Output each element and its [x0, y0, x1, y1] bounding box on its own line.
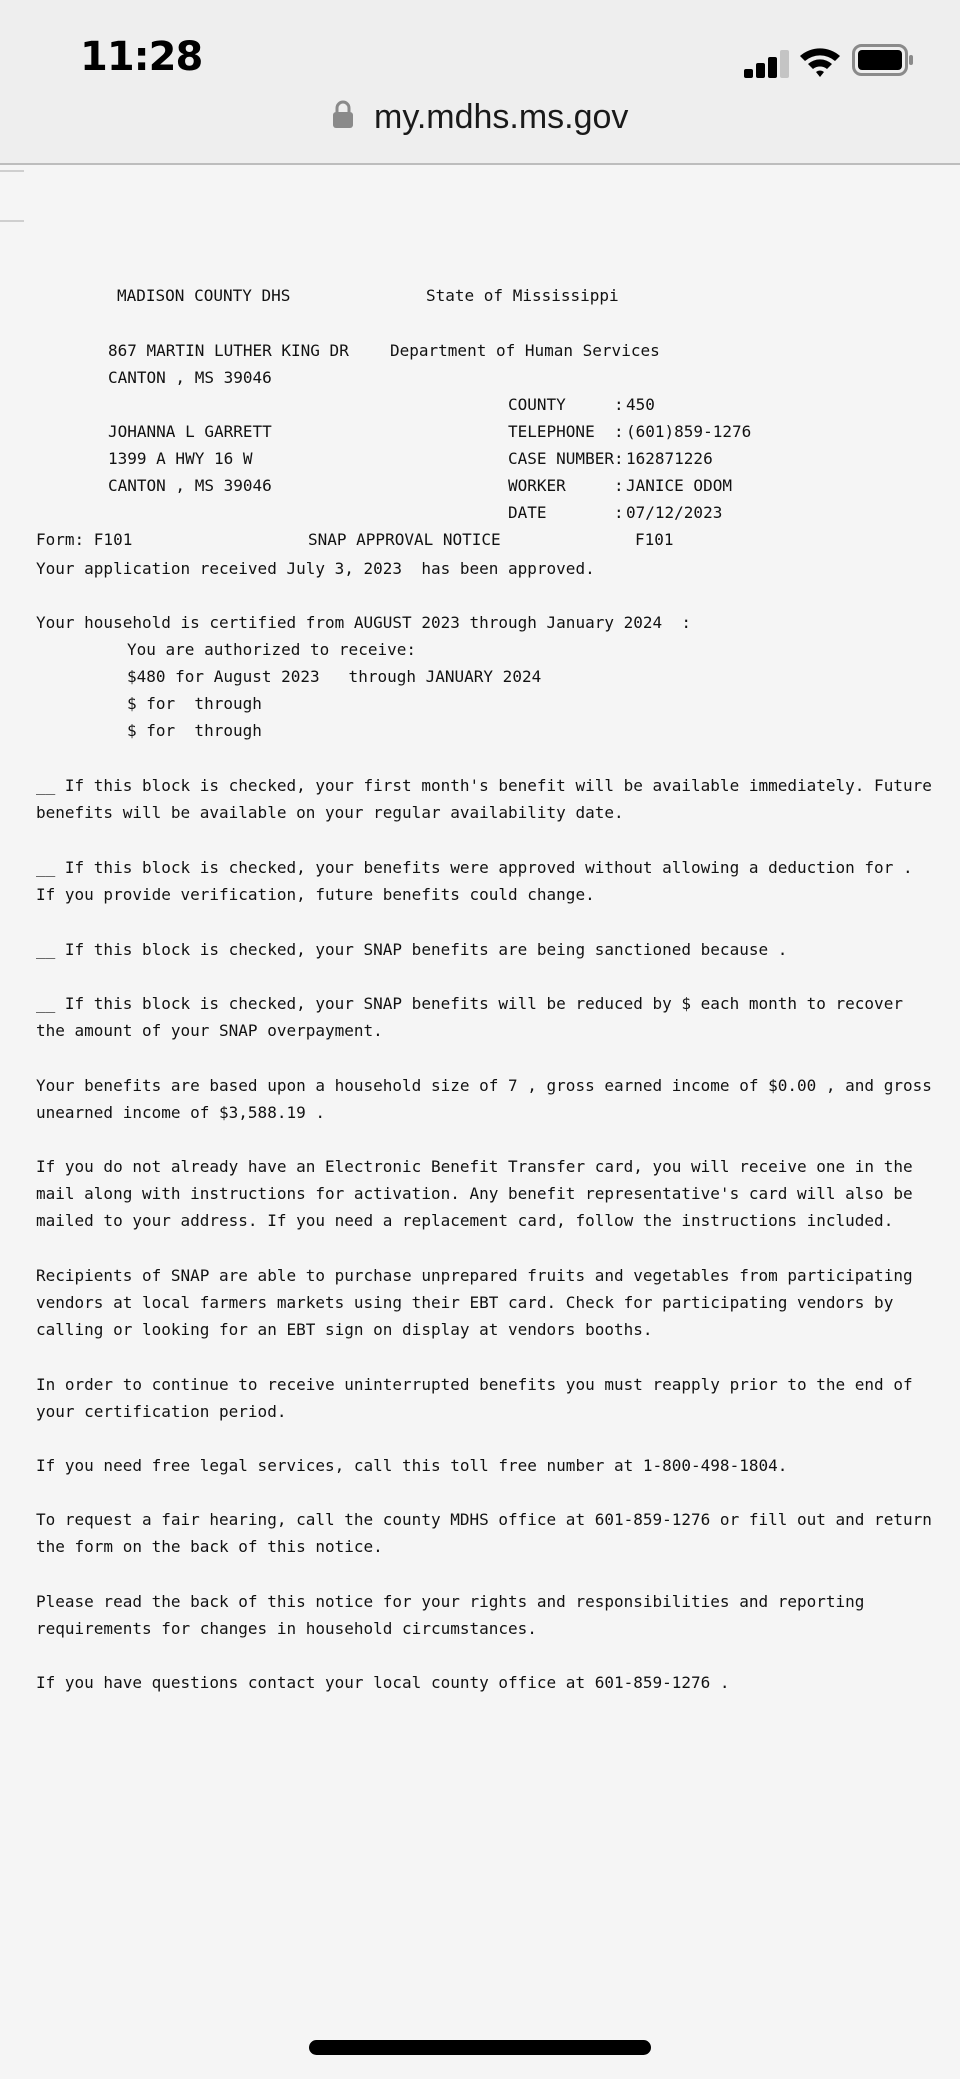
- status-time: 11:28: [80, 34, 203, 80]
- office-name: MADISON COUNTY DHS: [117, 286, 291, 305]
- certification-period-line: Your household is certified from AUGUST 2023 through January 2024 :: [36, 613, 692, 632]
- benefit-line: $ for through: [127, 721, 262, 740]
- farmers-market-paragraph: Recipients of SNAP are able to purchase unprepared fruits and vegetables from participating vendors at local farmers markets using their EBT card. Check for participating vendors by calling or looking for an EBT sign on display at vendors booths.: [36, 1266, 913, 1339]
- recipient-address-line-1: 1399 A HWY 16 W: [108, 449, 253, 468]
- notice-title: SNAP APPROVAL NOTICE: [308, 530, 501, 549]
- first-month-checkbox-paragraph: __ If this block is checked, your first month's benefit will be available immediately. Future benefits will be available on your regular availability date.: [36, 776, 932, 822]
- application-status-line: Your application received July 3, 2023 has been approved.: [36, 559, 595, 578]
- deduction-checkbox-paragraph: __ If this block is checked, your benefits were approved without allowing a deduction for . If you provide verification, future benefits could change.: [36, 858, 913, 904]
- telephone-label: TELEPHONE :: [508, 422, 624, 441]
- recipient-name: JOHANNA L GARRETT: [108, 422, 272, 441]
- battery-icon: [852, 44, 914, 76]
- sanction-checkbox-paragraph: __ If this block is checked, your SNAP benefits are being sanctioned because .: [36, 940, 788, 959]
- state-name: State of Mississippi: [426, 286, 619, 305]
- recipient-address-line-2: CANTON , MS 39046: [108, 476, 272, 495]
- county-value: 450: [626, 395, 655, 414]
- county-label: COUNTY :: [508, 395, 624, 414]
- address-bar[interactable]: [0, 98, 960, 146]
- home-indicator[interactable]: [309, 2040, 651, 2055]
- lock-icon: [332, 99, 354, 129]
- wifi-icon: [798, 44, 842, 80]
- url-text[interactable]: my.mdhs.ms.gov: [374, 98, 629, 136]
- date-value: 07/12/2023: [626, 503, 723, 522]
- benefit-line: $480 for August 2023 through JANUARY 2024: [127, 667, 542, 686]
- authorized-line: You are authorized to receive:: [127, 640, 416, 659]
- form-code: F101: [635, 530, 674, 549]
- reapply-paragraph: In order to continue to receive uninterrupted benefits you must reapply prior to the end of your certification period.: [36, 1375, 913, 1421]
- worker-value: JANICE ODOM: [626, 476, 732, 495]
- legal-services-paragraph: If you need free legal services, call this toll free number at 1-800-498-1804.: [36, 1456, 788, 1475]
- household-income-paragraph: Your benefits are based upon a household size of 7 , gross earned income of $0.00 , and gross unearned income of $3,588.19 .: [36, 1076, 932, 1122]
- case-number-label: CASE NUMBER:: [508, 449, 624, 468]
- office-address-line-1: 867 MARTIN LUTHER KING DR: [108, 341, 349, 360]
- contact-paragraph: If you have questions contact your local county office at 601-859-1276 .: [36, 1673, 730, 1692]
- form-label: Form: F101: [36, 530, 133, 549]
- rights-responsibilities-paragraph: Please read the back of this notice for your rights and responsibilities and reporting requirements for changes in household circumstances.: [36, 1592, 865, 1638]
- ebt-card-paragraph: If you do not already have an Electronic Benefit Transfer card, you will receive one in the mail along with instructions for activation. Any benefit representative's card will also be mailed to your address. If you need a replacement card, follow the instructions included.: [36, 1157, 913, 1230]
- telephone-value: (601)859-1276: [626, 422, 752, 441]
- date-label: DATE :: [508, 503, 624, 522]
- department-name: Department of Human Services: [390, 341, 660, 360]
- benefit-line: $ for through: [127, 694, 262, 713]
- browser-chrome: [0, 0, 960, 165]
- case-number-value: 162871226: [626, 449, 713, 468]
- office-address-line-2: CANTON , MS 39046: [108, 368, 272, 387]
- worker-label: WORKER :: [508, 476, 624, 495]
- fair-hearing-paragraph: To request a fair hearing, call the county MDHS office at 601-859-1276 or fill out and return the form on the back of this notice.: [36, 1510, 932, 1556]
- cellular-signal-icon: [744, 50, 790, 78]
- overpayment-checkbox-paragraph: __ If this block is checked, your SNAP benefits will be reduced by $ each month to recover the amount of your SNAP overpayment.: [36, 994, 903, 1040]
